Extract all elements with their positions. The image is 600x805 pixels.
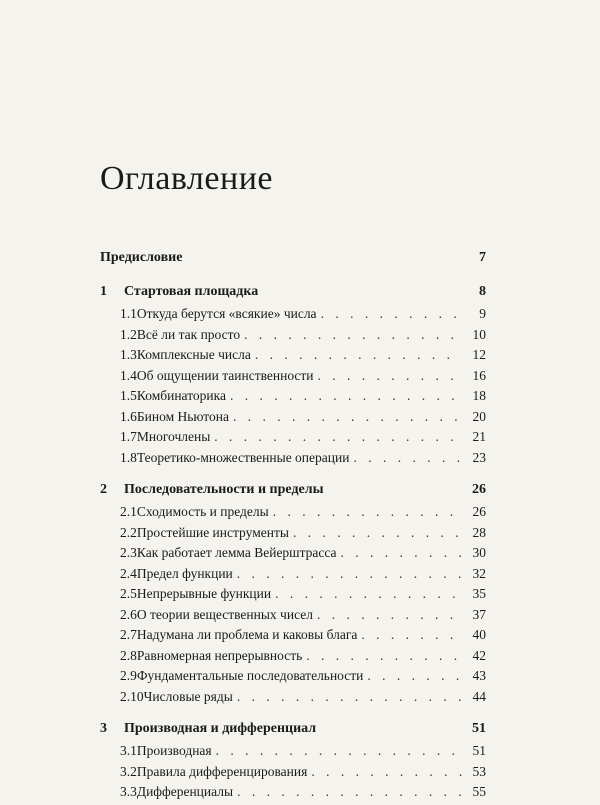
leader-dots xyxy=(233,409,462,425)
toc-section xyxy=(100,545,486,566)
section-page: 10 xyxy=(472,326,486,342)
toc-section xyxy=(100,347,486,368)
toc-chapter xyxy=(100,482,486,504)
toc-section xyxy=(100,764,486,785)
leader-dots xyxy=(273,504,462,520)
toc-section xyxy=(100,525,486,546)
chapter-number: 2 xyxy=(100,482,107,497)
section-page: 21 xyxy=(472,429,486,444)
toc-section xyxy=(100,566,486,587)
leader-dots xyxy=(275,586,462,602)
section-title: Многочлены xyxy=(136,429,211,444)
section-number: 1.4 xyxy=(120,367,137,383)
section-title: Производная xyxy=(136,743,212,758)
section-number: 1.7 xyxy=(120,429,137,444)
section-page: 53 xyxy=(472,763,486,779)
section-number: 2.6 xyxy=(120,606,137,622)
toc-section xyxy=(100,368,486,389)
section-title: Откуда берутся «всякие» числа xyxy=(136,306,317,321)
section-number: 1.6 xyxy=(120,408,137,424)
leader-dots xyxy=(237,566,462,582)
table-of-contents xyxy=(100,250,486,805)
toc-section xyxy=(100,306,486,327)
section-number: 2.1 xyxy=(120,504,137,519)
section-page: 12 xyxy=(472,347,486,362)
section-page: 42 xyxy=(472,647,486,663)
toc-section xyxy=(100,648,486,669)
section-number: 1.8 xyxy=(120,449,137,465)
section-number: 2.9 xyxy=(120,668,137,683)
section-title: Как работает лемма Вейерштрасса xyxy=(136,545,337,560)
chapter-page: 8 xyxy=(479,284,486,299)
section-title: Числовые ряды xyxy=(143,688,233,704)
toc-chapter xyxy=(100,721,486,743)
section-number: 3.2 xyxy=(120,763,137,779)
leader-dots xyxy=(361,627,462,643)
toc-section xyxy=(100,668,486,689)
section-page: 44 xyxy=(472,688,486,704)
section-title: Простейшие инструменты xyxy=(136,524,289,540)
toc-preface-page: 7 xyxy=(479,250,486,265)
section-page: 51 xyxy=(472,743,486,758)
section-page: 23 xyxy=(472,449,486,465)
section-page: 37 xyxy=(472,606,486,622)
toc-section xyxy=(100,409,486,430)
section-page: 43 xyxy=(472,668,486,683)
chapter-page: 26 xyxy=(472,482,486,497)
section-title: Комбинаторика xyxy=(136,388,226,403)
toc-section xyxy=(100,627,486,648)
leader-dots xyxy=(317,607,462,623)
toc-preface xyxy=(100,250,486,272)
leader-dots xyxy=(255,347,462,363)
toc-section xyxy=(100,327,486,348)
section-page: 55 xyxy=(472,784,486,799)
section-number: 1.5 xyxy=(120,388,137,403)
section-page: 28 xyxy=(472,524,486,540)
section-page: 32 xyxy=(472,565,486,581)
section-number: 1.2 xyxy=(120,326,137,342)
chapter-title: Производная и дифференциал xyxy=(124,721,317,736)
section-title: Предел функции xyxy=(136,565,233,581)
leader-dots xyxy=(318,368,462,384)
toc-section xyxy=(100,429,486,450)
section-page: 20 xyxy=(472,408,486,424)
section-title: Бином Ньютона xyxy=(136,408,229,424)
section-page: 9 xyxy=(479,306,486,321)
section-title: Правила дифференцирования xyxy=(136,763,308,779)
leader-dots xyxy=(367,668,462,684)
section-title: Об ощущении таинственности xyxy=(136,367,314,383)
section-title: Комплексные числа xyxy=(136,347,251,362)
section-title: Всё ли так просто xyxy=(136,326,241,342)
chapter-number: 1 xyxy=(100,284,107,299)
section-page: 30 xyxy=(472,545,486,560)
section-page: 18 xyxy=(472,388,486,403)
section-title: Непрерывные функции xyxy=(136,586,272,601)
section-page: 26 xyxy=(472,504,486,519)
section-number: 2.10 xyxy=(120,688,144,704)
toc-section xyxy=(100,388,486,409)
leader-dots xyxy=(321,306,462,322)
page-title: Оглавление xyxy=(100,160,273,197)
section-number: 2.2 xyxy=(120,524,137,540)
section-number: 3.1 xyxy=(120,743,137,758)
toc-section xyxy=(100,784,486,805)
section-number: 2.5 xyxy=(120,586,137,601)
leader-dots xyxy=(214,429,462,445)
section-title: Дифференциалы xyxy=(136,784,234,799)
section-title: Сходимость и пределы xyxy=(136,504,269,519)
toc-preface-label: Предисловие xyxy=(100,250,183,265)
toc-section xyxy=(100,586,486,607)
chapter-title: Стартовая площадка xyxy=(124,284,259,299)
section-title: Равномерная непрерывность xyxy=(136,647,303,663)
toc-chapter xyxy=(100,284,486,306)
section-title: Фундаментальные последовательности xyxy=(136,668,364,683)
leader-dots xyxy=(237,689,462,705)
section-title: О теории вещественных чисел xyxy=(136,606,313,622)
section-title: Теоретико-множественные операции xyxy=(136,449,350,465)
leader-dots xyxy=(244,327,462,343)
section-title: Надумана ли проблема и каковы блага xyxy=(136,627,358,642)
toc-section xyxy=(100,607,486,628)
toc-section xyxy=(100,743,486,764)
section-number: 2.7 xyxy=(120,627,137,642)
section-number: 2.8 xyxy=(120,647,137,663)
leader-dots xyxy=(293,525,462,541)
toc-section xyxy=(100,450,486,471)
section-page: 16 xyxy=(472,367,486,383)
leader-dots xyxy=(353,450,462,466)
section-page: 35 xyxy=(472,586,486,601)
section-page: 40 xyxy=(472,627,486,642)
section-number: 2.4 xyxy=(120,565,137,581)
section-number: 1.3 xyxy=(120,347,137,362)
section-number: 1.1 xyxy=(120,306,137,321)
toc-section xyxy=(100,504,486,525)
leader-dots xyxy=(237,784,462,800)
chapter-title: Последовательности и пределы xyxy=(124,482,324,497)
section-number: 3.3 xyxy=(120,784,137,799)
leader-dots xyxy=(311,764,462,780)
leader-dots xyxy=(306,648,462,664)
leader-dots xyxy=(341,545,462,561)
toc-section xyxy=(100,689,486,710)
leader-dots xyxy=(230,388,462,404)
chapter-page: 51 xyxy=(472,721,486,736)
section-number: 2.3 xyxy=(120,545,137,560)
chapter-number: 3 xyxy=(100,721,107,736)
leader-dots xyxy=(216,743,462,759)
